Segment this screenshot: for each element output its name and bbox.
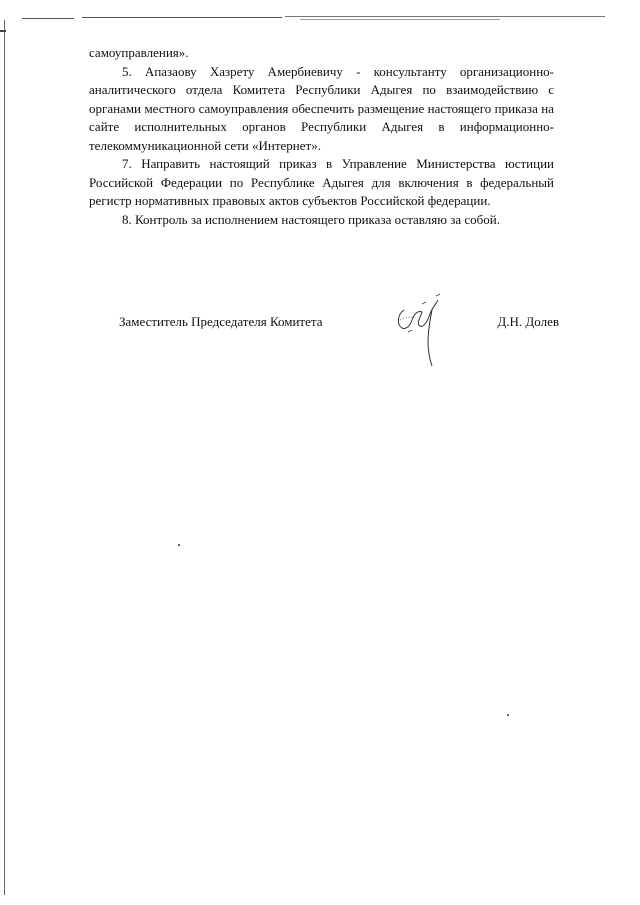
signatory-name: Д.Н. Долев [497,314,559,329]
scan-line [285,16,605,17]
scan-line [300,19,500,20]
scan-edge [4,20,5,895]
paragraph-item-8: 8. Контроль за исполнением настоящего приказа оставляю за собой. [122,211,500,227]
signature-block [119,314,559,334]
scan-speck [178,544,180,546]
scan-speck [507,714,509,716]
paragraph-item-5: 5. Апазаову Хазрету Амербиевичу - консультанту организационно-аналитического отдела Комитета Республики Адыгея по взаимодействию с органами местного самоуправления обеспечить размещение настоящего приказа на сайте исполнительных органов Республики Адыгея в информационно- телекоммуникационной сети «Интернет». [89,63,554,153]
paragraph-continuation: самоуправления». [89,45,189,60]
signatory-position: Заместитель Председателя Комитета [119,314,323,329]
scan-line [82,17,282,18]
document-body [89,44,554,229]
handwritten-signature [392,290,452,370]
paragraph-item-7: 7. Направить настоящий приказ в Управление Министерства юстиции Российской Федерации по Республике Адыгея для включения в федеральный регистр нормативных правовых актов субъектов Российской федерации. [89,156,554,208]
scan-line [22,18,74,19]
scan-edge-tick [0,30,6,32]
